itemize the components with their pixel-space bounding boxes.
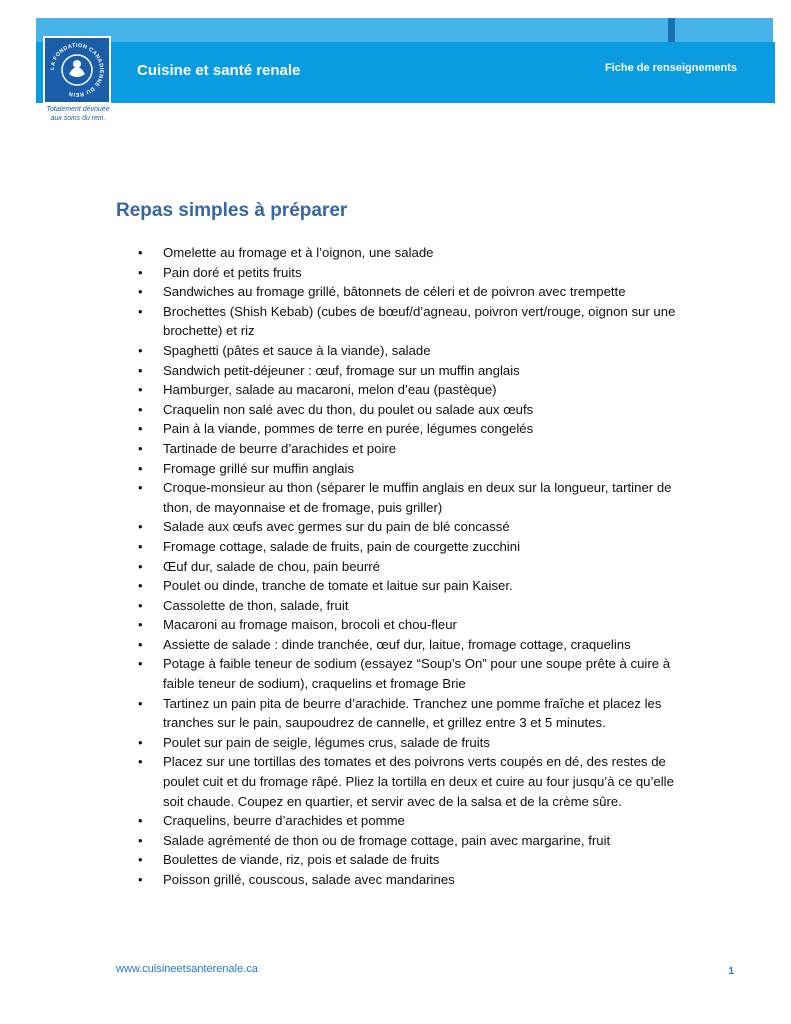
meal-list-item: • Boulettes de viande, riz, pois et salade de fruits	[163, 850, 693, 870]
meal-list-item: • Pain à la viande, pommes de terre en purée, légumes congelés	[163, 419, 693, 439]
header-banner-top	[36, 18, 773, 42]
logo-tagline	[42, 105, 114, 123]
meal-list-item: • Sandwich petit-déjeuner : œuf, fromage sur un muffin anglais	[163, 361, 693, 381]
meal-list-item: • Omelette au fromage et à l’oignon, une salade	[163, 243, 693, 263]
meal-list-item: • Cassolette de thon, salade, fruit	[163, 596, 693, 616]
foundation-logo[interactable]	[43, 36, 111, 104]
meal-list-item: • Craquelin non salé avec du thon, du poulet ou salade aux œufs	[163, 400, 693, 420]
foundation-emblem-icon	[47, 40, 107, 100]
meal-list-item: • Croque-monsieur au thon (séparer le muffin anglais en deux sur la longueur, tartiner de thon, de mayonnaise et de fromage, puis griller)	[163, 478, 693, 517]
meal-list-item: • Sandwiches au fromage grillé, bâtonnets de céleri et de poivron avec trempette	[163, 282, 693, 302]
meal-list-item: • Fromage grillé sur muffin anglais	[163, 459, 693, 479]
meal-list-item: • Poisson grillé, couscous, salade avec mandarines	[163, 870, 693, 890]
header-title: Cuisine et santé renale	[137, 62, 301, 79]
meal-list-item: • Placez sur une tortillas des tomates et des poivrons verts coupés en dé, des restes de poulet cuit et du fromage râpé. Pliez la tortilla en deux et cuire au four jusqu’à ce qu’elle soit chaude. Coupez en quartier, et servir avec de la salsa et de la crème sûre.	[163, 752, 693, 811]
logo-ring-text: LA FONDATION CANADIENNE DU REIN	[49, 42, 105, 98]
meal-list-item: • Pain doré et petits fruits	[163, 263, 693, 283]
meal-list-item: • Brochettes (Shish Kebab) (cubes de bœuf/d’agneau, poivron vert/rouge, oignon sur une brochette) et riz	[163, 302, 693, 341]
meal-list-item: • Œuf dur, salade de chou, pain beurré	[163, 557, 693, 577]
meal-list-item: • Tartinez un pain pita de beurre d’arachide. Tranchez une pomme fraîche et placez les tranches sur le pain, saupoudrez de cannelle, et grillez entre 3 et 5 minutes.	[163, 694, 693, 733]
meal-list-item: • Fromage cottage, salade de fruits, pain de courgette zucchini	[163, 537, 693, 557]
meal-list-item: • Tartinade de beurre d’arachides et poire	[163, 439, 693, 459]
logo-tagline-line1: Totalement dévouée	[46, 106, 110, 113]
document-type-label: Fiche de renseignements	[604, 62, 737, 74]
logo-tagline-line2: aux soins du rein.	[50, 115, 106, 122]
meal-list-item: • Assiette de salade : dinde tranchée, œuf dur, laitue, fromage cottage, craquelins	[163, 635, 693, 655]
meal-list-item: • Hamburger, salade au macaroni, melon d’eau (pastèque)	[163, 380, 693, 400]
footer-website-link[interactable]: www.cuisineetsanterenale.ca	[116, 963, 258, 975]
meal-list-item: • Poulet sur pain de seigle, légumes crus, salade de fruits	[163, 733, 693, 753]
meal-list-item: • Poulet ou dinde, tranche de tomate et laitue sur pain Kaiser.	[163, 576, 693, 596]
meal-list-item: • Macaroni au fromage maison, brocoli et chou-fleur	[163, 615, 693, 635]
meal-list-item: • Spaghetti (pâtes et sauce à la viande), salade	[163, 341, 693, 361]
page-title: Repas simples à préparer	[116, 200, 348, 221]
meal-list-item: • Potage à faible teneur de sodium (essayez “Soup’s On” pour une soupe prête à cuire à faible teneur de sodium), craquelins et fromage Brie	[163, 654, 693, 693]
page-number: 1	[728, 966, 734, 977]
meal-list	[163, 243, 693, 890]
meal-list-item: • Salade agrémenté de thon ou de fromage cottage, pain avec margarine, fruit	[163, 831, 693, 851]
meal-list-item: • Craquelins, beurre d’arachides et pomme	[163, 811, 693, 831]
header-banner-tab	[668, 18, 675, 42]
meal-list-item: • Salade aux œufs avec germes sur du pain de blé concassé	[163, 517, 693, 537]
